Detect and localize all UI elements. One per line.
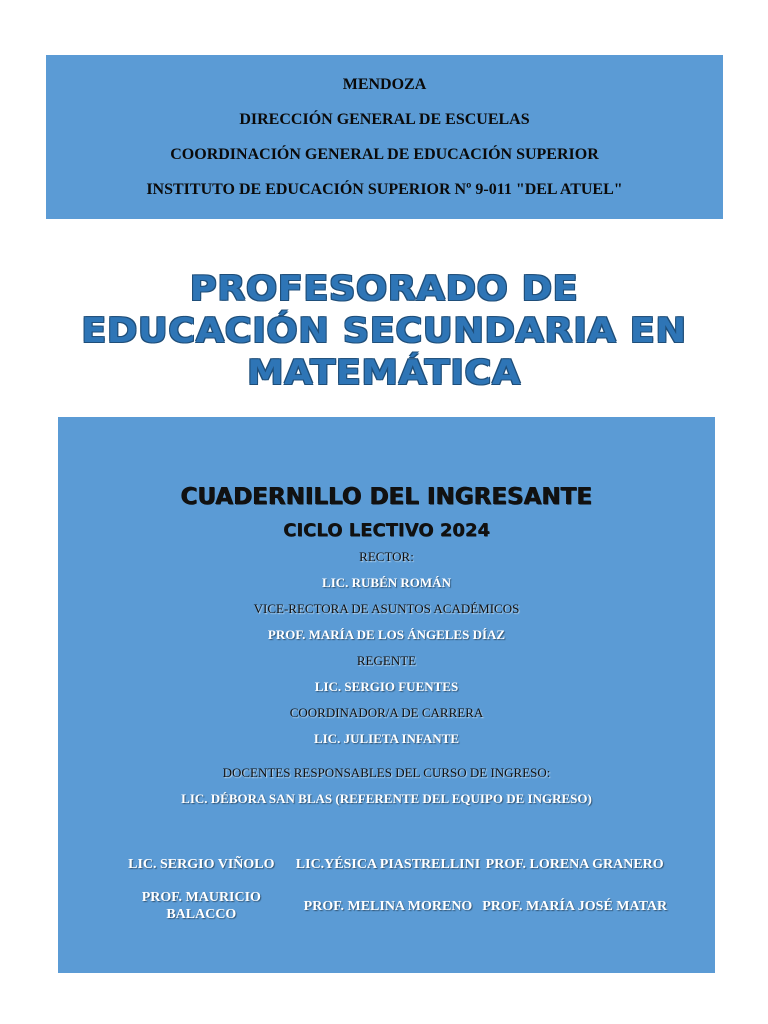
title-line-1: PROFESORADO DE <box>189 269 579 309</box>
coordinator-name: LIC. JULIETA INFANTE <box>313 731 460 746</box>
cycle-label: CICLO LECTIVO 2024 <box>283 520 490 541</box>
cover-panel <box>58 417 715 973</box>
header-province: MENDOZA <box>342 76 427 93</box>
title-line-3: MATEMÁTICA <box>247 353 521 393</box>
program-title <box>0 268 768 394</box>
teacher-name: PROF. LORENA GRANERO <box>485 856 664 872</box>
teacher-name: PROF. MARÍA JOSÉ MATAR <box>482 898 668 914</box>
header-coordination: COORDINACIÓN GENERAL DE EDUCACIÓN SUPERIOR <box>170 146 599 163</box>
teachers-grid <box>108 847 668 923</box>
title-line-2: EDUCACIÓN SECUNDARIA EN <box>81 311 687 351</box>
vice-rector-name: PROF. MARÍA DE LOS ÁNGELES DÍAZ <box>267 627 506 642</box>
teachers-heading: DOCENTES RESPONSABLES DEL CURSO DE INGRESO: <box>222 765 551 780</box>
booklet-heading: CUADERNILLO DEL INGRESANTE <box>180 484 593 510</box>
regent-name: LIC. SERGIO FUENTES <box>314 679 459 694</box>
teacher-name: LIC.YÉSICA PIASTRELLINI <box>295 856 481 872</box>
header-institute: INSTITUTO DE EDUCACIÓN SUPERIOR Nº 9-011 "DEL ATUEL" <box>146 181 623 198</box>
teacher-name: PROF. MAURICIO BALACCO <box>141 890 261 922</box>
header-direction: DIRECCIÓN GENERAL DE ESCUELAS <box>239 111 530 128</box>
vice-rector-role: VICE-RECTORA DE ASUNTOS ACADÉMICOS <box>253 601 520 616</box>
teacher-name: LIC. SERGIO VIÑOLO <box>128 856 275 872</box>
rector-name: LIC. RUBÉN ROMÁN <box>322 575 451 590</box>
referent-name: LIC. DÉBORA SAN BLAS (REFERENTE DEL EQUIPO DE INGRESO) <box>181 791 592 806</box>
regent-role: REGENTE <box>356 653 417 668</box>
coordinator-role: COORDINADOR/A DE CARRERA <box>289 705 484 720</box>
teacher-name: PROF. MELINA MORENO <box>303 898 473 914</box>
rector-role: RECTOR: <box>359 549 414 564</box>
institution-header <box>46 55 723 219</box>
